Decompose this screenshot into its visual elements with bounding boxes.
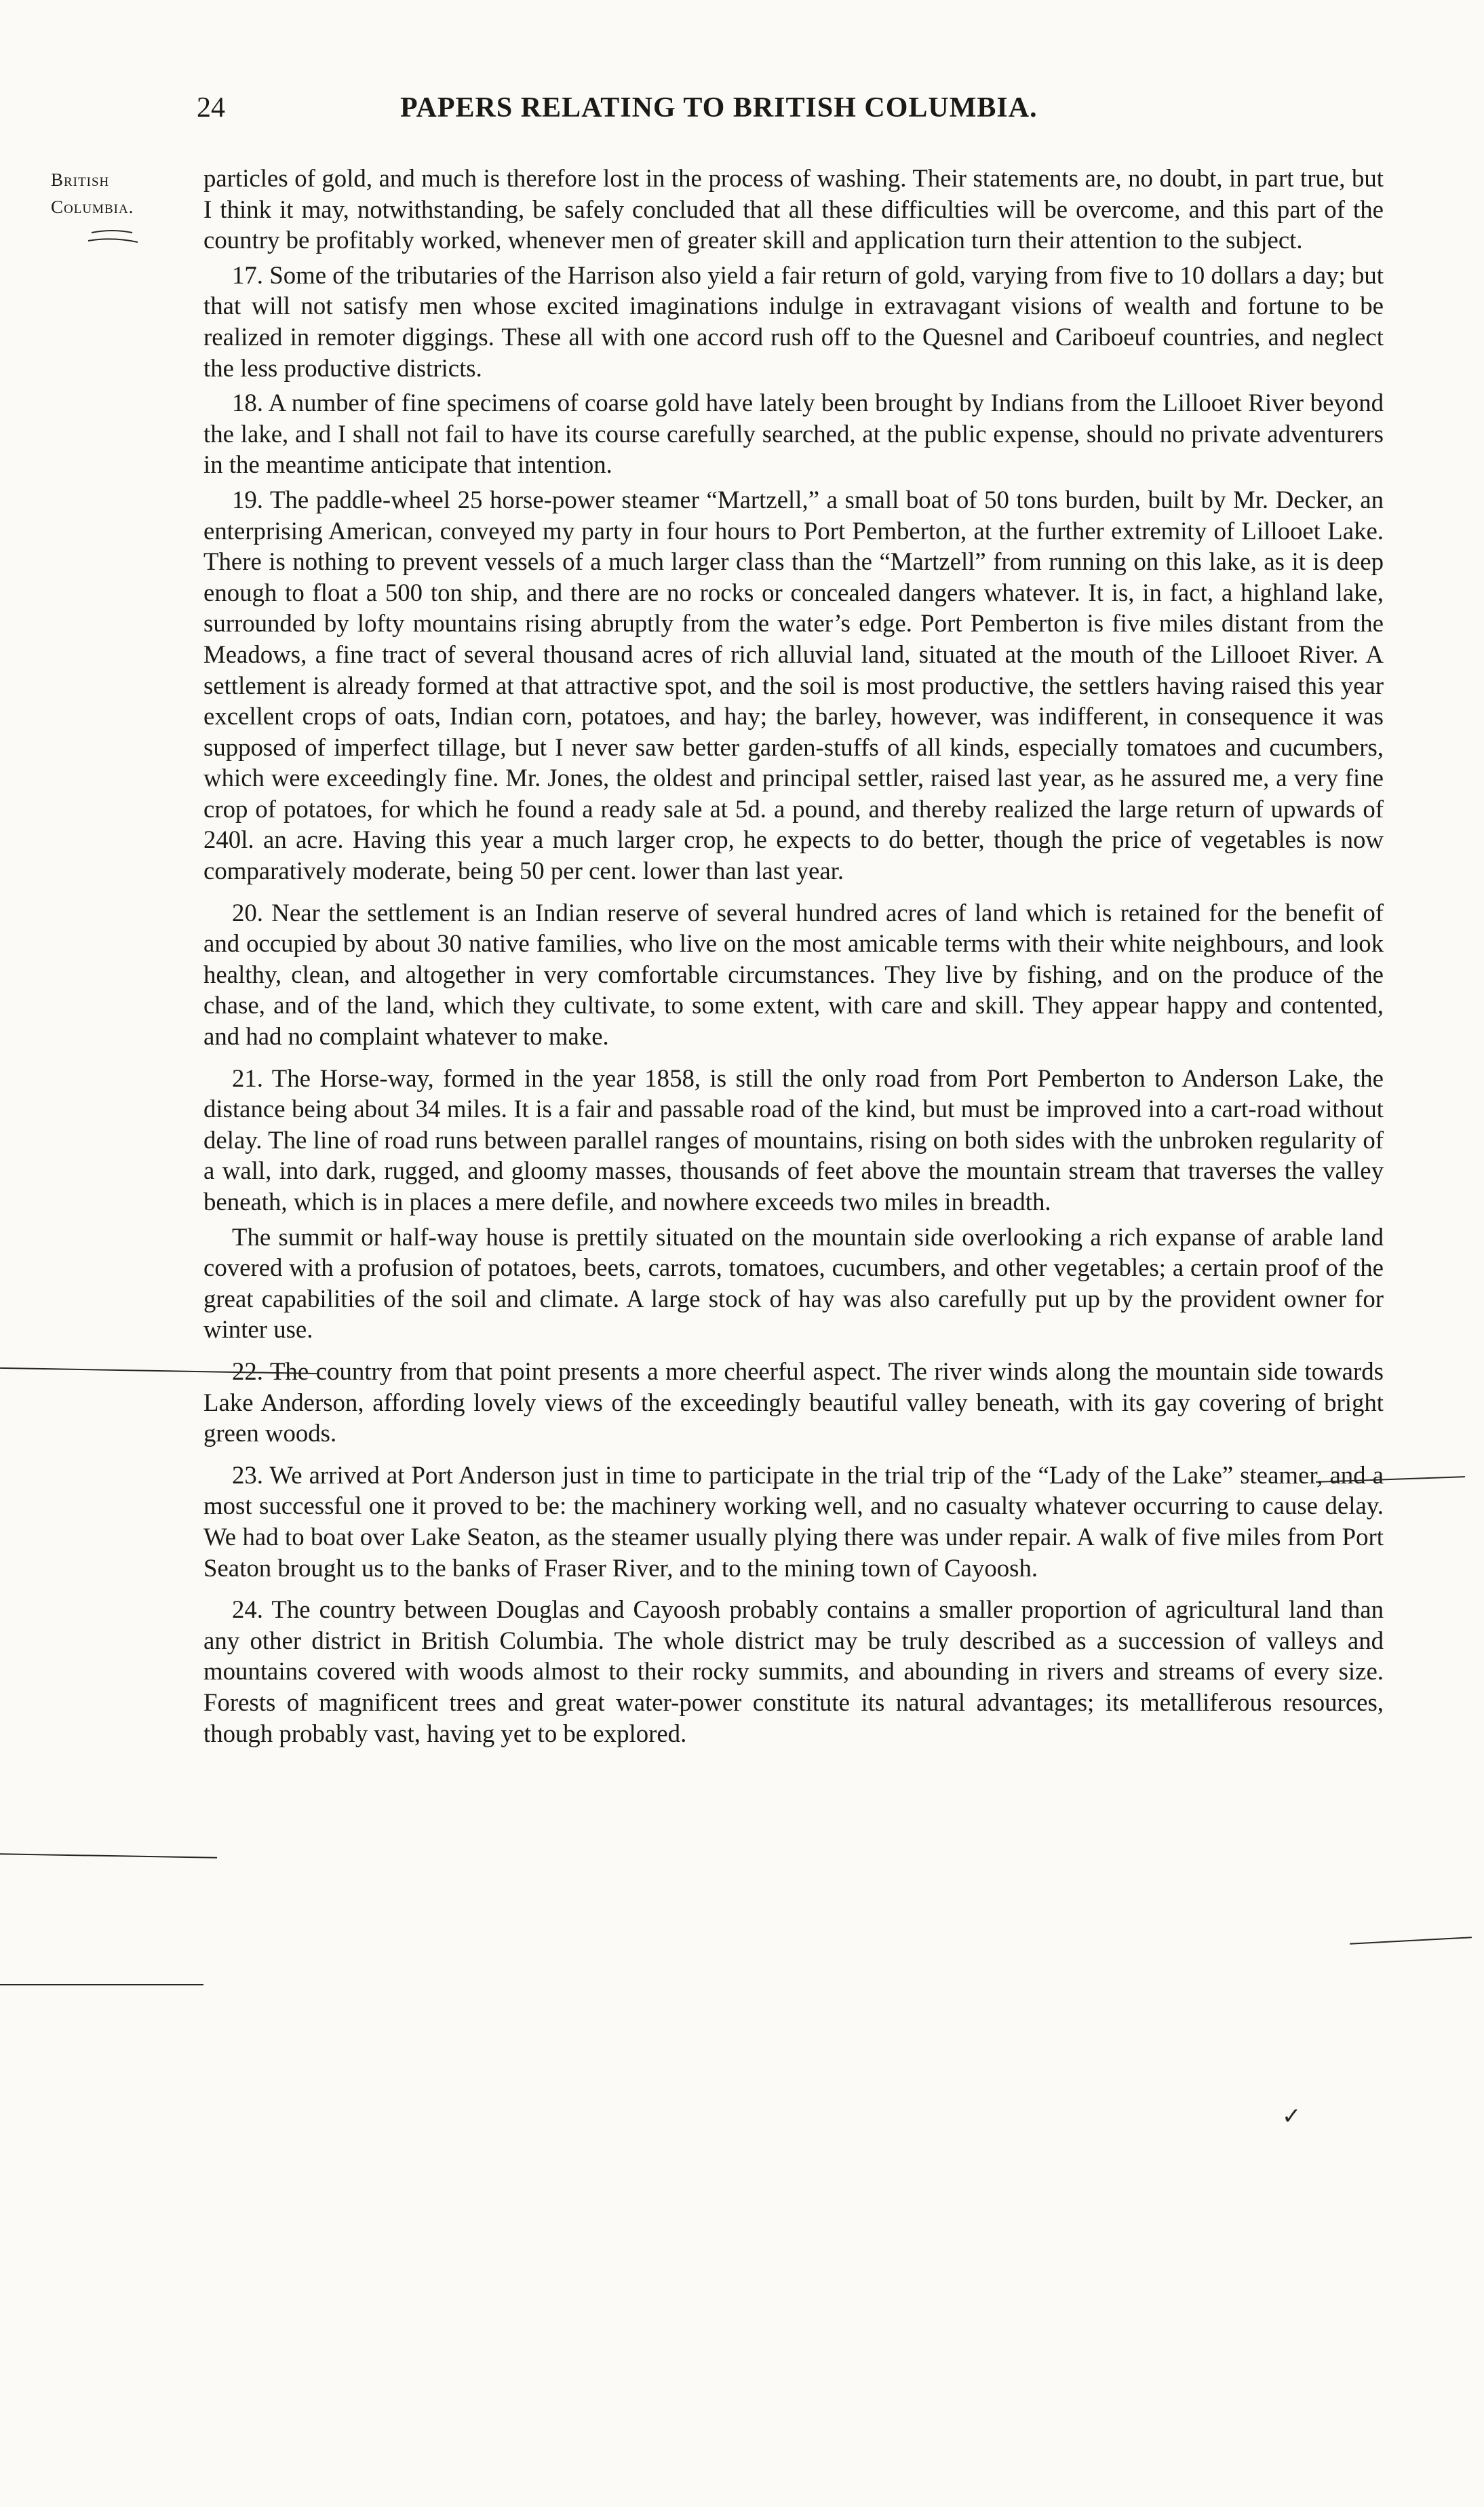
paragraph-22: 22. The country from that point presents a more cheerful aspect. The river winds along the mountain side towards Lake Anderson, affording lovely views of the exceedingly beautiful valley beneath, with its gay covering of bright green woods. — [203, 1357, 1384, 1447]
paragraph-20: 20. Near the settlement is an Indian reserve of several hundred acres of land which is retained for the benefit of and occupied by about 30 native families, who live on the most amicable terms with their white neighbours, and look healthy, clean, and altogether in very comfortable circumstances. They live by fishing, and on the produce of the chase, and of the land, which they cultivate, to some extent, with care and skill. They appear happy and contented, and had no complaint whatever to make. — [203, 898, 1384, 1051]
page-header — [197, 92, 1404, 139]
check-mark-icon: ✓ — [1282, 2104, 1302, 2129]
running-title: PAPERS RELATING TO BRITISH COLUMBIA. — [400, 92, 1038, 123]
margin-note-line-1: British — [51, 170, 110, 190]
paragraph-24: 24. The country between Douglas and Cayoosh probably contains a smaller proportion of agricultural land than any other district in British Columbia. The whole district may be truly described as a succession of valleys and mountains covered with woods almost to their rocky summits, and abounding in rivers and streams of every size. Forests of magnificent trees and great water-power constitute its natural advantages; its metalliferous resources, though probably vast, having yet to be explored. — [203, 1595, 1384, 1747]
margin-note — [51, 166, 193, 220]
page-number: 24 — [197, 92, 225, 123]
paragraph-17: 17. Some of the tributaries of the Harrison also yield a fair return of gold, varying from five to 10 dollars a day; but that will not satisfy men whose excited imaginations indulge in extravagant visions of wealth and fortune to be realized in remoter diggings. These all with one accord rush off to the Quesnel and Cariboeuf countries, and neglect the less productive districts. — [203, 260, 1384, 382]
paragraph-21: 21. The Horse-way, formed in the year 1858, is still the only road from Port Pemberton to Anderson Lake, the distance being about 34 miles. It is a fair and passable road of the kind, but must be improved into a cart-road without delay. The line of road runs between parallel ranges of mountains, rising on both sides with the unbroken regularity of a wall, into dark, rugged, and gloomy masses, thousands of feet above the mountain stream that traverses the valley beneath, which is in places a mere defile, and nowhere exceeds two miles in breadth. — [203, 1064, 1384, 1216]
paragraph-continuation: particles of gold, and much is therefore lost in the process of washing. Their statements are, no doubt, in part true, but I think it may, notwithstanding, be safely concluded that all these difficulties will be overcome, and this part of the country be profitably worked, whenever men of greater skill and application turn their attention to the subject. — [203, 164, 1384, 254]
paragraph-23: 23. We arrived at Port Anderson just in time to participate in the trial trip of the “Lady of the Lake” steamer, and a most successful one it proved to be: the machinery working well, and no casualty whatever occurring to cause delay. We had to boat over Lake Seaton, as the steamer usually plying there was under repair. A walk of five miles from Port Seaton brought us to the banks of Fraser River, and to the mining town of Cayoosh. — [203, 1460, 1384, 1582]
paragraph-summit: The summit or half-way house is prettily situated on the mountain side overlooking a rich expanse of arable land covered with a profusion of potatoes, beets, carrots, tomatoes, cucumbers, and other vegetables; a certain proof of the great capabilities of the soil and climate. A large stock of hay was also carefully put up by the provident owner for winter use. — [203, 1222, 1384, 1344]
handwritten-strike-mark — [0, 1853, 217, 1859]
margin-flourish-icon — [85, 227, 139, 248]
handwritten-strike-mark — [1350, 1937, 1472, 1944]
margin-note-line-2: Columbia. — [51, 197, 134, 217]
handwritten-strike-mark — [0, 1984, 203, 1985]
body-text — [203, 163, 1384, 1753]
paragraph-19: 19. The paddle-wheel 25 horse-power steamer “Martzell,” a small boat of 50 tons burden, built by Mr. Decker, an enterprising American, conveyed my party in four hours to Port Pemberton, at the further extremity of Lillooet Lake. There is nothing to prevent vessels of a much larger class than the “Martzell” from running on this lake, as it is deep enough to float a 500 ton ship, and there are no rocks or concealed dangers whatever. It is, in fact, a highland lake, surrounded by lofty mountains rising abruptly from the water’s edge. Port Pemberton is five miles distant from the Meadows, a fine tract of several thousand acres of rich alluvial land, situated at the mouth of the Lillooet River. A settlement is already formed at that attractive spot, and the soil is most productive, the settlers having raised this year excellent crops of oats, Indian corn, potatoes, and hay; the barley, however, was indifferent, in consequence it was supposed of imperfect tillage, but I never saw better garden-stuffs of all kinds, especially tomatoes and cucumbers, which were exceedingly fine. Mr. Jones, the oldest and principal settler, raised last year, as he assured me, a very fine crop of potatoes, for which he found a ready sale at 5d. a pound, and thereby realized the large return of upwards of 240l. an acre. Having this year a much larger crop, he expects to do better, though the price of vegetables is now comparatively moderate, being 50 per cent. lower than last year. — [203, 485, 1384, 885]
paragraph-18: 18. A number of fine specimens of coarse gold have lately been brought by Indians from the Lillooet River beyond the lake, and I shall not fail to have its course carefully searched, at the public expense, should no private adventurers in the meantime anticipate that intention. — [203, 389, 1384, 479]
